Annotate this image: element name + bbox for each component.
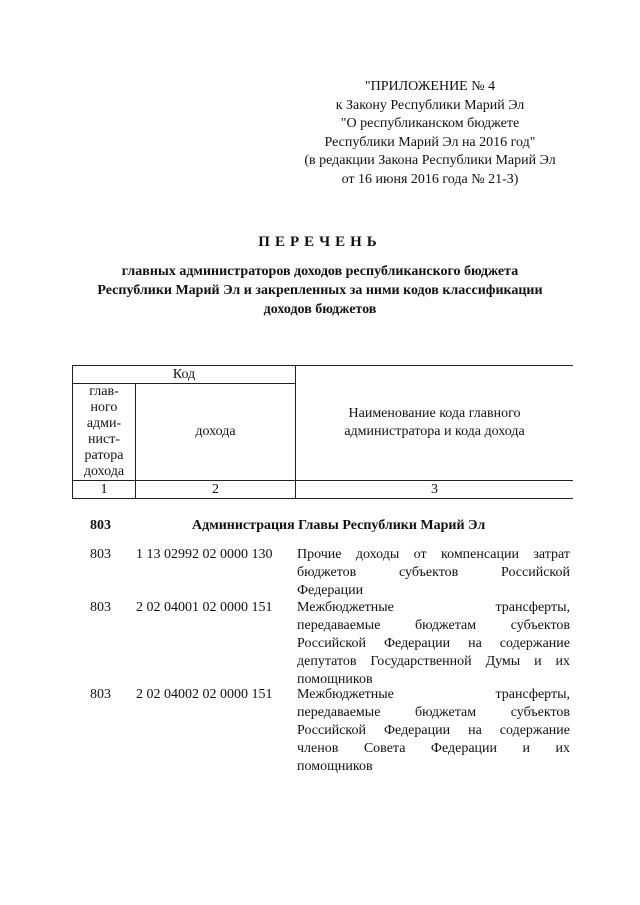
name-label-line-1: Наименование кода главного	[348, 406, 521, 421]
row-description-line: депутатов Государственной Думы и их	[297, 654, 570, 669]
admin-label-line-4: нист-	[88, 432, 120, 447]
admin-label-line-5: ратора	[84, 448, 124, 463]
subheading-line-2: Республики Марий Эл и закрепленных за ними кодов классификации	[97, 283, 543, 298]
row-description-line: Российской Федерации на содержание	[297, 723, 570, 738]
name-label-line-2: администратора и кода дохода	[344, 424, 525, 439]
row-description-line: помощников	[297, 759, 373, 774]
subheading-line-1: главных администраторов доходов республиканского бюджета	[121, 264, 519, 279]
code-column-label: Код	[73, 366, 296, 384]
col-number-1: 1	[73, 481, 136, 499]
admin-column-label	[73, 384, 136, 481]
row-description	[297, 599, 570, 689]
row-description	[297, 546, 570, 600]
subheading-line-3: доходов бюджетов	[263, 302, 377, 317]
table-header	[72, 365, 573, 499]
row-description-line: помощников	[297, 672, 373, 687]
admin-label-line-3: адми-	[86, 416, 122, 431]
row-admin-code: 803	[90, 600, 111, 615]
row-description-line: Межбюджетные трансферты,	[297, 687, 570, 702]
row-description-line: Российской Федерации на содержание	[297, 636, 570, 651]
row-description-line: членов Совета Федерации и их	[297, 741, 570, 756]
row-admin-code: 803	[90, 687, 111, 702]
col-number-3: 3	[296, 481, 574, 499]
row-description-line: передаваемые бюджетам субъектов	[297, 705, 570, 720]
annex-line-4: Республики Марий Эл на 2016 год"	[324, 134, 536, 150]
row-income-code: 2 02 04002 02 0000 151	[136, 687, 273, 702]
row-description-line: Федерации	[297, 583, 364, 598]
document-subheading	[60, 262, 580, 319]
col-number-2: 2	[136, 481, 296, 499]
row-description-line: передаваемые бюджетам субъектов	[297, 618, 570, 633]
admin-label-line-6: дохода	[83, 464, 125, 479]
annex-header	[280, 78, 580, 189]
name-column-label	[296, 366, 574, 481]
row-description-line: Прочие доходы от компенсации затрат	[297, 547, 570, 562]
annex-line-5: (в редакции Закона Республики Марий Эл	[304, 153, 556, 168]
row-admin-code: 803	[90, 547, 111, 562]
income-column-label: дохода	[136, 384, 296, 481]
row-description-line: бюджетов субъектов Российской	[297, 565, 570, 580]
annex-line-3: "О республиканском бюджете	[340, 116, 520, 131]
annex-line-6: от 16 июня 2016 года № 21-З)	[341, 171, 519, 187]
admin-label-line-1: глав-	[89, 384, 119, 399]
annex-line-1: "ПРИЛОЖЕНИЕ № 4	[364, 79, 496, 94]
row-description-line: Межбюджетные трансферты,	[297, 600, 570, 615]
row-income-code: 2 02 04001 02 0000 151	[136, 600, 273, 615]
row-income-code: 1 13 02992 02 0000 130	[136, 547, 273, 562]
section-code: 803	[90, 518, 111, 533]
section-title: Администрация Главы Республики Марий Эл	[192, 518, 486, 533]
admin-label-line-2: ного	[90, 400, 118, 415]
document-heading: ПЕРЕЧЕНЬ	[258, 234, 382, 250]
annex-line-2: к Закону Республики Марий Эл	[335, 97, 525, 113]
row-description	[297, 686, 570, 776]
